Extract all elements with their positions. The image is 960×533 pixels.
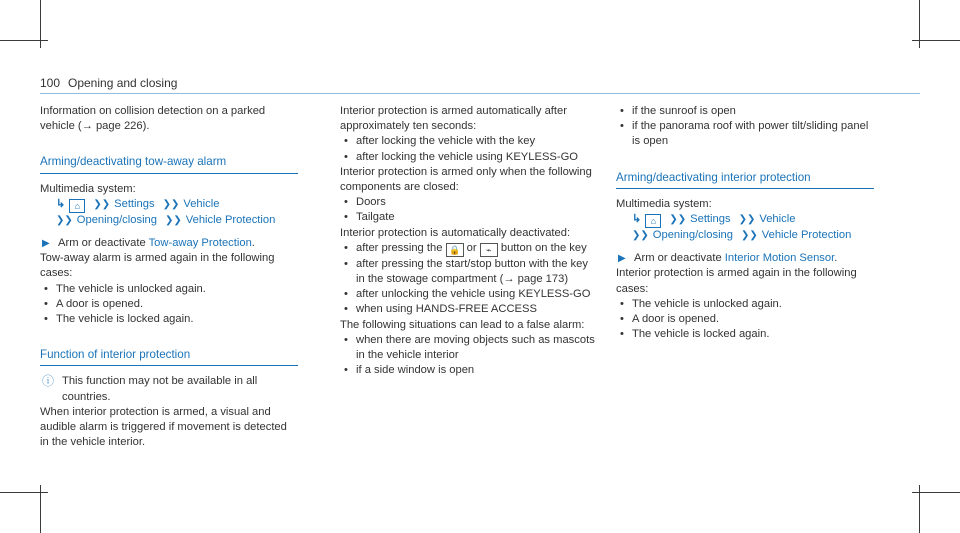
list-item: • A door is opened. <box>44 297 144 310</box>
link-interior-motion-sensor[interactable]: Interior Motion Sensor <box>724 252 835 265</box>
step-arm: ▶ Arm or deactivate Interior Motion Sensor. <box>616 251 874 266</box>
arrow-icon: ↳ <box>632 213 642 226</box>
list-item: • A door is opened. <box>620 313 720 326</box>
list-item: • when using HANDS-FREE ACCESS <box>344 303 537 316</box>
list-item: • after locking the vehicle with the key <box>344 135 536 148</box>
column-3 <box>616 104 874 342</box>
nav-settings[interactable]: Settings <box>690 213 731 226</box>
home-icon: ⌂ <box>69 199 85 213</box>
list-item: • after pressing the 🔒 or ⌁ button on the key <box>344 241 587 255</box>
home-icon: ⌂ <box>645 214 661 228</box>
nav-path-2 <box>616 228 874 243</box>
arrow-icon: ↳ <box>56 197 66 210</box>
heading-tow-away: Arming/deactivating tow-away alarm <box>40 154 298 173</box>
when-text: When interior protection is armed, a visual and audible alarm is triggered if movement is detected in the vehicle interior. <box>40 405 287 449</box>
list-item: • if a side window is open <box>344 364 475 377</box>
nav-opening[interactable]: Opening/closing <box>652 229 733 242</box>
nav-protection[interactable]: Vehicle Protection <box>185 213 276 226</box>
chevron-icon: ❯❯ <box>669 214 687 226</box>
chevron-icon: ❯❯ <box>738 214 756 226</box>
false-list-continued <box>616 104 874 150</box>
nav-opening[interactable]: Opening/closing <box>76 213 157 226</box>
info-icon: ⓘ <box>42 374 55 389</box>
nav-vehicle[interactable]: Vehicle <box>183 197 220 210</box>
heading-interior-protection: Arming/deactivating interior protection <box>616 170 874 189</box>
components-list <box>340 195 598 225</box>
crop-mark <box>0 492 48 493</box>
chevron-icon: ❯❯ <box>56 214 73 226</box>
nav-protection[interactable]: Vehicle Protection <box>761 229 852 242</box>
list-item: • The vehicle is locked again. <box>44 313 194 326</box>
column-1 <box>40 104 298 450</box>
step-icon: ▶ <box>618 253 626 265</box>
nav-path-2 <box>40 213 298 228</box>
auto-armed-text: Interior protection is armed automatically after approximately ten seconds: <box>340 105 567 133</box>
cases-list <box>616 297 874 343</box>
section-title: Opening and closing <box>68 76 178 90</box>
list-item: • The vehicle is unlocked again. <box>620 297 782 310</box>
list-item: • The vehicle is locked again. <box>620 328 770 341</box>
step-icon: ▶ <box>42 238 50 250</box>
intro-text: Information on collision detection on a parked vehicle (→ page 226). <box>40 105 266 133</box>
list-item: • if the panorama roof with power tilt/sliding panel is open <box>620 120 869 148</box>
heading-interior-function: Function of interior protection <box>40 347 298 366</box>
step-arm: ▶ Arm or deactivate Tow-away Protection. <box>40 236 298 251</box>
false-list <box>340 333 598 379</box>
list-item: • after pressing the start/stop button with the key in the stowage compartment (→ page 173) <box>344 257 588 286</box>
list-item: • when there are moving objects such as mascots in the vehicle interior <box>344 333 595 362</box>
chevron-icon: ❯❯ <box>632 230 649 242</box>
page-number: 100 <box>40 76 61 90</box>
list-item: • Tailgate <box>344 211 395 224</box>
multimedia-label: Multimedia system: <box>40 182 136 195</box>
note: ⓘ This function may not be available in all countries. <box>42 374 258 403</box>
only-when-text: Interior protection is armed only when the following components are closed: <box>340 165 592 194</box>
list-item: • if the sunroof is open <box>620 105 736 117</box>
list-item: • Doors <box>344 196 386 209</box>
column-2 <box>340 104 598 378</box>
list-item: • after unlocking the vehicle using KEYLESS-GO <box>344 288 591 301</box>
crop-mark <box>0 40 48 41</box>
rearm-text: Interior protection is armed again in the following cases: <box>616 267 857 295</box>
nav-settings[interactable]: Settings <box>114 197 155 210</box>
auto-deact-text: Interior protection is automatically deactivated: <box>340 226 571 239</box>
list-item: • after locking the vehicle using KEYLESS-GO <box>344 150 578 163</box>
cases-list <box>40 282 298 328</box>
crop-mark <box>912 40 960 41</box>
deact-list <box>340 241 598 318</box>
auto-list <box>340 134 598 164</box>
crop-mark <box>912 492 960 493</box>
link-tow-away-protection[interactable]: Tow-away Protection <box>148 237 252 250</box>
trunk-key-icon: ⌁ <box>480 243 498 257</box>
chevron-icon: ❯❯ <box>741 230 758 242</box>
nav-path-1 <box>616 212 874 228</box>
nav-vehicle[interactable]: Vehicle <box>759 213 796 226</box>
chevron-icon: ❯❯ <box>93 198 111 210</box>
chevron-icon: ❯❯ <box>165 214 182 226</box>
false-alarm-text: The following situations can lead to a false alarm: <box>340 318 585 331</box>
lock-key-icon: 🔒 <box>446 243 464 257</box>
list-item: • The vehicle is unlocked again. <box>44 282 206 295</box>
rearm-text: Tow-away alarm is armed again in the following cases: <box>40 252 275 280</box>
multimedia-label: Multimedia system: <box>616 197 712 210</box>
chevron-icon: ❯❯ <box>162 198 180 210</box>
nav-path-1 <box>40 197 298 213</box>
header-rule <box>40 93 920 94</box>
